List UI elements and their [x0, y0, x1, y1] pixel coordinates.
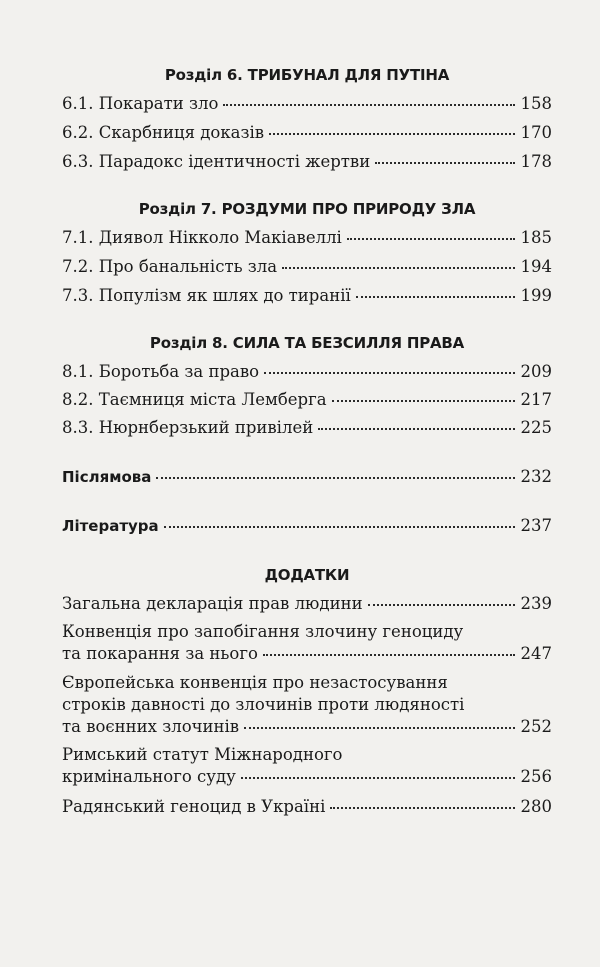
entry-page: 209 [520, 362, 552, 381]
entry-title: Загальна декларація прав людини [62, 594, 363, 613]
entry-page: 185 [520, 228, 552, 247]
entry-page: 239 [520, 594, 552, 613]
toc-entry[interactable] [62, 94, 552, 114]
leader-dots [330, 807, 514, 809]
toc-entry[interactable] [62, 418, 552, 438]
entry-title-line: та покарання за нього [62, 644, 258, 663]
leader-dots [263, 654, 515, 656]
entry-page: 237 [520, 516, 552, 535]
entry-title-line: кримінального суду [62, 767, 236, 786]
leader-dots [223, 104, 514, 106]
section-6-heading: Розділ 6. ТРИБУНАЛ ДЛЯ ПУТІНА [164, 66, 450, 84]
leader-dots [368, 604, 515, 606]
entry-title-line: Європейська конвенція про незастосування [62, 673, 448, 692]
toc-entry[interactable] [62, 123, 552, 143]
entry-title-line: Конвенція про запобігання злочину геноциду [62, 622, 464, 641]
entry-title: 8.2. Таємниця міста Лемберга [62, 390, 327, 409]
toc-entry-afterword[interactable] [62, 467, 552, 487]
toc-entry[interactable] [62, 390, 552, 410]
entry-page: 199 [520, 286, 552, 305]
entry-page: 178 [520, 152, 552, 171]
entry-page: 158 [520, 94, 552, 113]
toc-entry[interactable] [62, 362, 552, 382]
leader-dots [282, 267, 514, 269]
leader-dots [375, 162, 514, 164]
entry-title: Післямова [62, 468, 152, 486]
entry-title: 6.2. Скарбниця доказів [62, 123, 265, 142]
entry-title: 6.3. Парадокс ідентичності жертви [62, 152, 371, 171]
leader-dots [156, 477, 514, 479]
toc-entry[interactable] [62, 152, 552, 172]
section-8-heading: Розділ 8. СИЛА ТА БЕЗСИЛЛЯ ПРАВА [149, 334, 465, 352]
entry-title: 7.1. Диявол Ніккoло Макіавеллі [62, 228, 342, 247]
toc-entry[interactable] [62, 228, 552, 248]
leader-dots [264, 372, 514, 374]
leader-dots [244, 727, 514, 729]
entry-page: 252 [520, 717, 552, 736]
leader-dots [356, 296, 515, 298]
leader-dots [241, 777, 515, 779]
section-7-heading: Розділ 7. РОЗДУМИ ПРО ПРИРОДУ ЗЛА [138, 200, 476, 218]
entry-title: 8.1. Боротьба за право [62, 362, 260, 381]
leader-dots [269, 133, 514, 135]
entry-title: 6.1. Покарати зло [62, 94, 219, 113]
entry-page: 247 [520, 644, 552, 663]
toc-entry[interactable] [62, 644, 552, 664]
entry-page: 280 [520, 797, 552, 816]
entry-title-line: та воєнних злочинів [62, 717, 240, 736]
toc-entry[interactable] [62, 767, 552, 787]
toc-entry[interactable] [62, 257, 552, 277]
entry-title: Радянський геноцид в Україні [62, 797, 326, 816]
leader-dots [347, 238, 515, 240]
leader-dots [332, 400, 515, 402]
toc-entry-literature[interactable] [62, 516, 552, 536]
entry-title-line: строків давності до злочинів проти людяності [62, 695, 465, 714]
entry-page: 170 [520, 123, 552, 142]
entry-title: Література [62, 517, 159, 535]
entry-page: 232 [520, 467, 552, 486]
toc-entry[interactable] [62, 797, 552, 817]
appendices-heading: ДОДАТКИ [264, 566, 350, 584]
leader-dots [164, 526, 515, 528]
entry-title: 7.3. Популізм як шлях до тиранії [62, 286, 351, 305]
entry-page: 225 [520, 418, 552, 437]
entry-page: 256 [520, 767, 552, 786]
toc-entry[interactable] [62, 594, 552, 614]
entry-page: 217 [520, 390, 552, 409]
toc-entry[interactable] [62, 286, 552, 306]
entry-title: 7.2. Про банальність зла [62, 257, 278, 276]
leader-dots [318, 428, 514, 430]
entry-title: 8.3. Нюрнберзький привілей [62, 418, 314, 437]
entry-title-line: Римський статут Міжнародного [62, 745, 343, 764]
entry-page: 194 [520, 257, 552, 276]
toc-entry[interactable] [62, 717, 552, 737]
